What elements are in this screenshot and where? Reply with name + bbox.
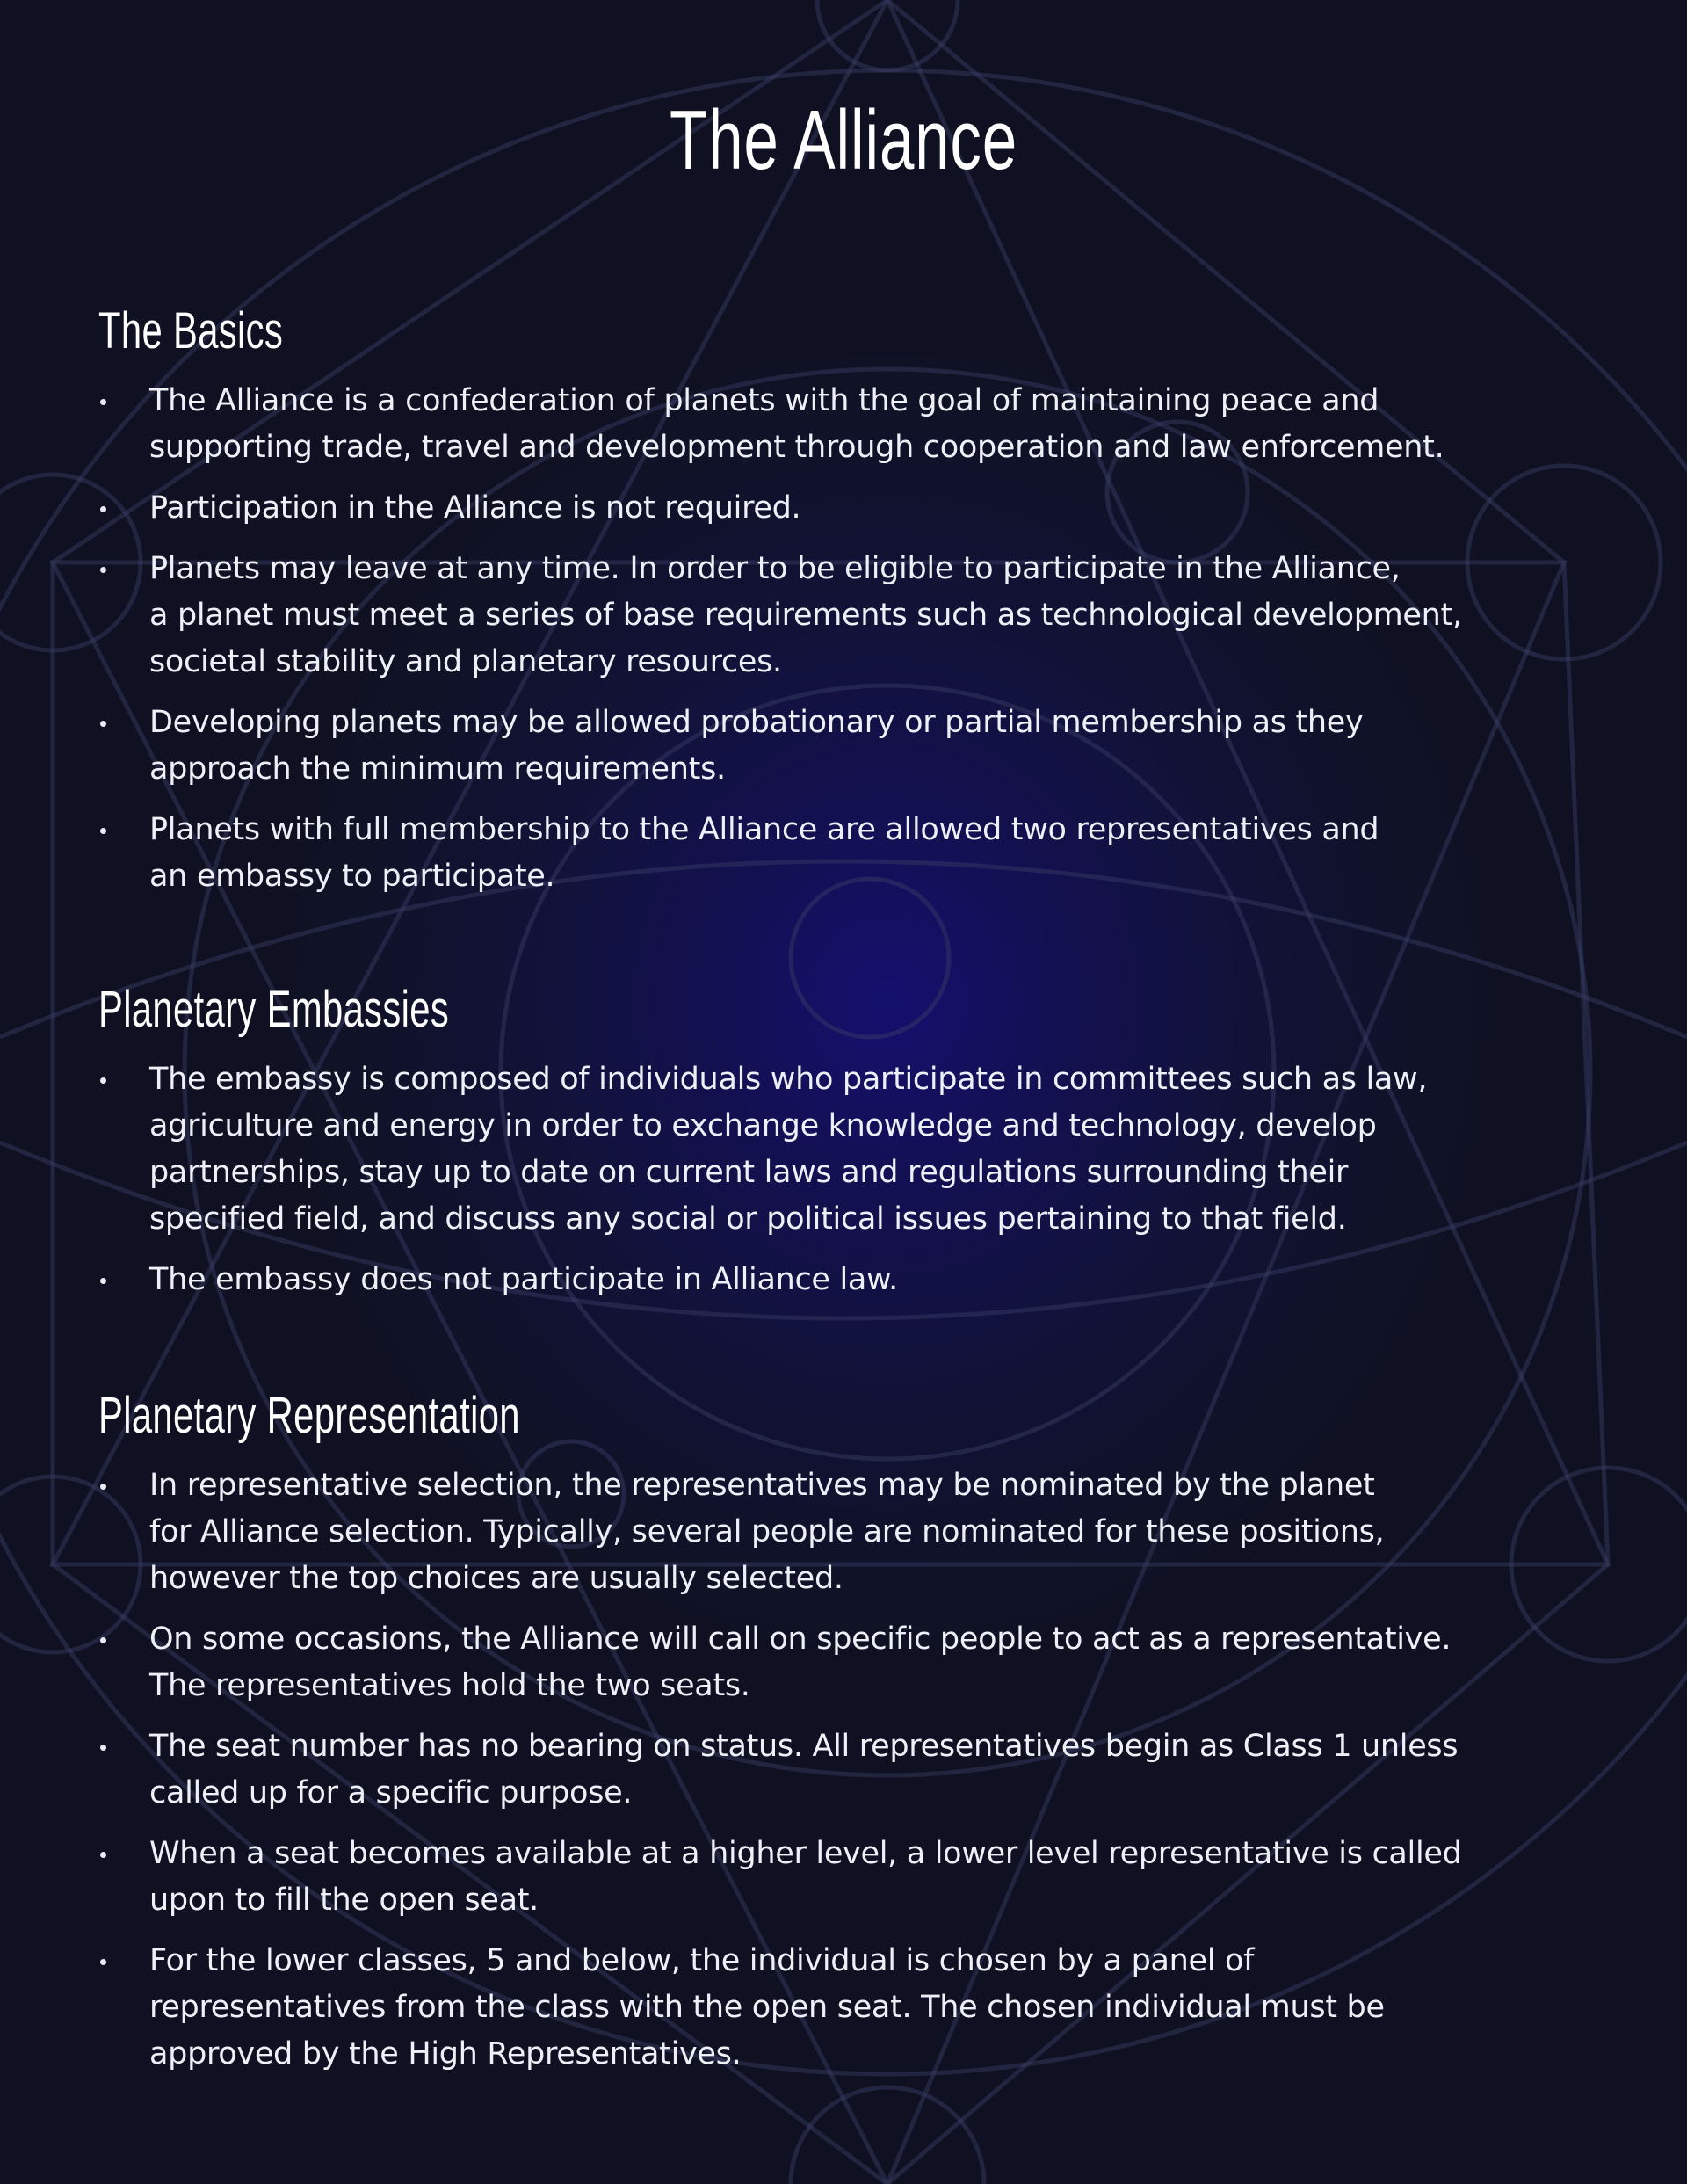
list-item-text: The embassy does not participate in Alliance law. bbox=[149, 1262, 898, 1297]
bullet-icon bbox=[100, 1484, 106, 1490]
list-item-text: In representative selection, the representatives may be nominated by the planet for Alliance selection. Typically, several people are nominated for these positions, however the top choices are usually selected. bbox=[149, 1468, 1385, 1596]
list-item bbox=[98, 485, 1610, 532]
bullet-icon bbox=[100, 1959, 106, 1965]
list-item bbox=[98, 546, 1610, 686]
list-item-text: The embassy is composed of individuals who participate in committees such as law, agriculture and energy in order to exchange knowledge and technology, develop partnerships, stay up to date on current laws and regulations surrounding their specified field, and discuss any social or political issues pertaining to that field. bbox=[149, 1062, 1428, 1237]
list-item-text: For the lower classes, 5 and below, the individual is chosen by a panel of representatives from the class with the open seat. The chosen individual must be approved by the High Representatives. bbox=[149, 1943, 1385, 2072]
list-item-text: The seat number has no bearing on status. All representatives begin as Class 1 unless called up for a specific purpose. bbox=[149, 1729, 1459, 1810]
bullet-icon bbox=[100, 506, 106, 512]
section-heading-embassies: Planetary Embassies bbox=[98, 981, 450, 1038]
list-item bbox=[98, 1616, 1610, 1709]
list-item-text: Planets may leave at any time. In order to be eligible to participate in the Alliance, a planet must meet a series of base requirements such as technological development, societal stability and planetary resources. bbox=[149, 551, 1462, 679]
bullet-icon bbox=[100, 567, 106, 573]
page-title: The Alliance bbox=[670, 93, 1017, 187]
list-item bbox=[98, 1723, 1610, 1817]
list-item-text: When a seat becomes available at a higher level, a lower level representative is called upon to fill the open seat. bbox=[149, 1836, 1462, 1918]
list-item-text: On some occasions, the Alliance will call on specific people to act as a representative. The representatives hold the two seats. bbox=[149, 1622, 1452, 1703]
list-item bbox=[98, 700, 1610, 793]
bullet-icon bbox=[100, 1637, 106, 1643]
bullet-icon bbox=[100, 721, 106, 727]
list-item-text: Developing planets may be allowed probationary or partial membership as they approach the minimum requirements. bbox=[149, 705, 1364, 787]
bullet-icon bbox=[100, 828, 106, 834]
bullet-icon bbox=[100, 1745, 106, 1751]
list-item bbox=[98, 1056, 1610, 1243]
bullet-list-embassies bbox=[98, 1056, 1610, 1303]
list-item bbox=[98, 1462, 1610, 1602]
list-item-text: The Alliance is a confederation of planets with the goal of maintaining peace and supporting trade, travel and development through cooperation and law enforcement. bbox=[149, 383, 1444, 465]
list-item bbox=[98, 1938, 1610, 2078]
section-heading-representation: Planetary Representation bbox=[98, 1387, 520, 1444]
list-item bbox=[98, 1831, 1610, 1924]
list-item bbox=[98, 378, 1610, 471]
bullet-list-representation bbox=[98, 1462, 1610, 2078]
list-item-text: Participation in the Alliance is not required. bbox=[149, 490, 801, 526]
section-heading-basics: The Basics bbox=[98, 302, 284, 359]
list-item bbox=[98, 807, 1610, 900]
bullet-icon bbox=[100, 1077, 106, 1084]
bullet-icon bbox=[100, 1852, 106, 1858]
list-item-text: Planets with full membership to the Alliance are allowed two representatives and an embassy to participate. bbox=[149, 812, 1379, 894]
bullet-list-basics bbox=[98, 378, 1610, 900]
bullet-icon bbox=[100, 399, 106, 405]
list-item bbox=[98, 1257, 1610, 1303]
bullet-icon bbox=[100, 1278, 106, 1284]
